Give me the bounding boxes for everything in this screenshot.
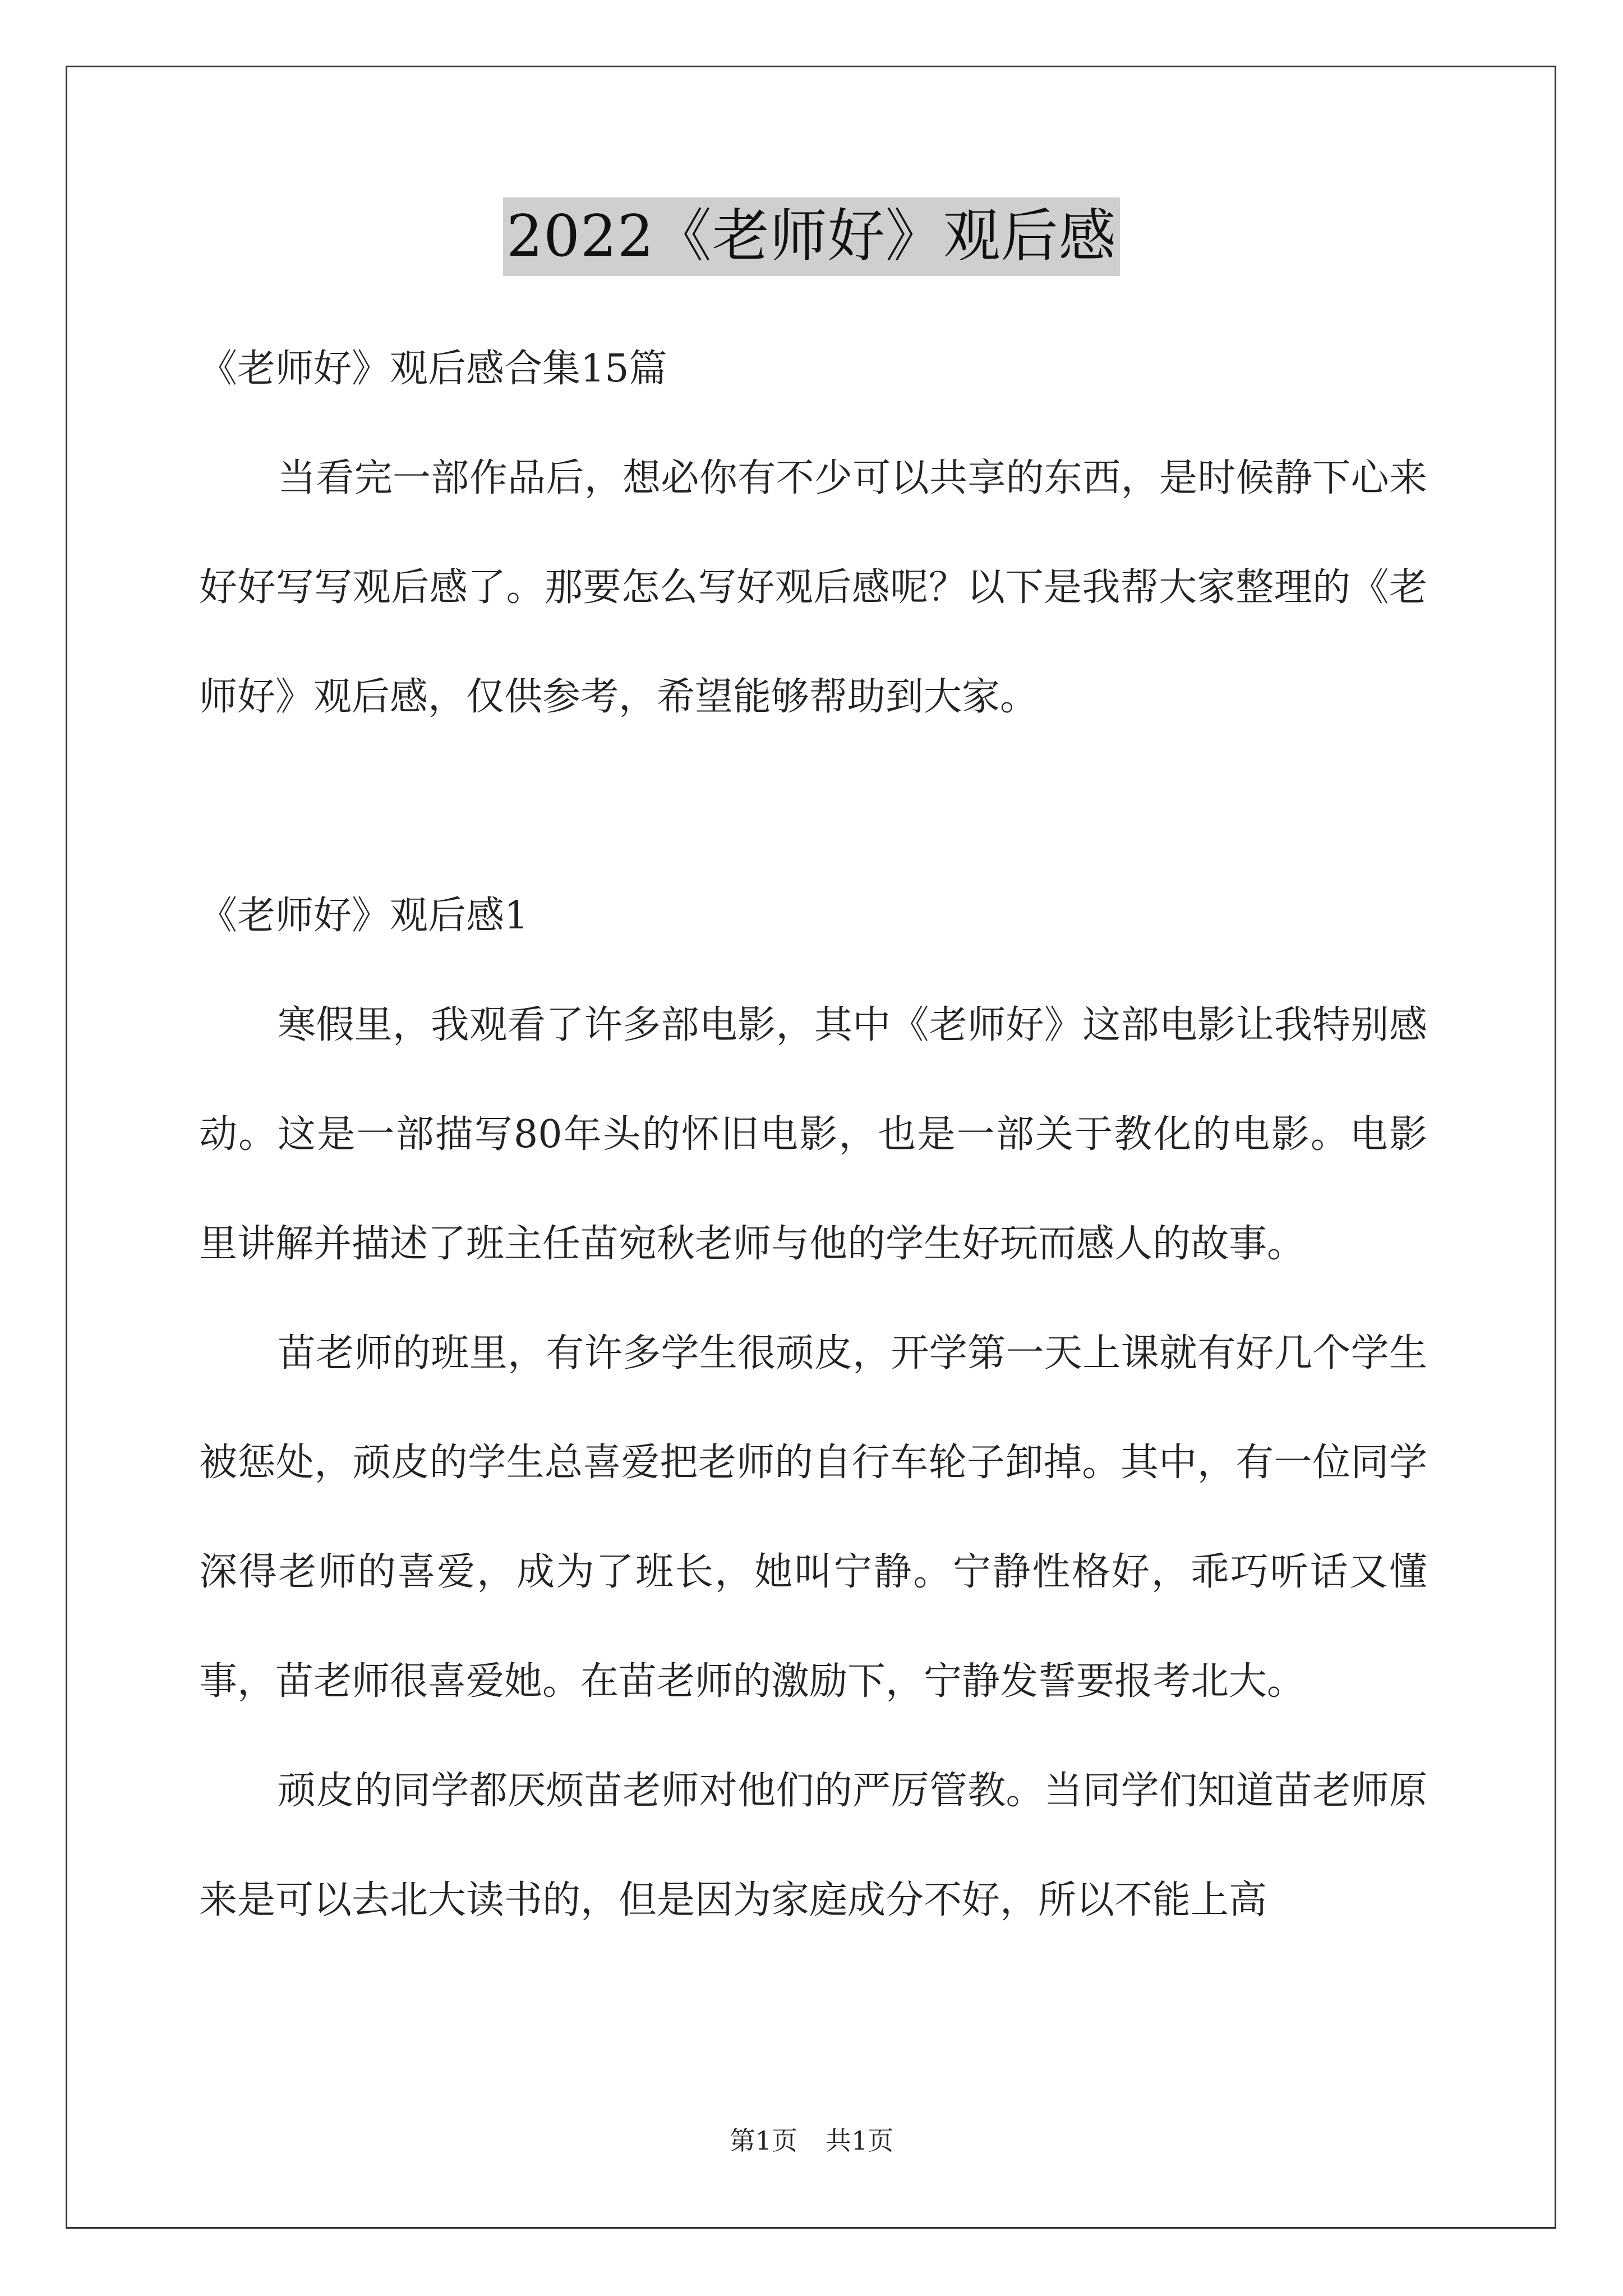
page-number-current: 第1页 [729,2125,797,2156]
body-paragraph-2: 苗老师的班里，有许多学生很顽皮，开学第一天上课就有好几个学生被惩处，顽皮的学生总喜爱把老师的自行车轮子卸掉。其中，有一位同学深得老师的喜爱，成为了班长，她叫宁静。宁静性格好，乖巧听话又懂事，苗老师很喜爱她。在苗老师的激励下，宁静发誓要报考北大。 [199,1331,1427,1704]
document-title: 2022《老师好》观后感 [503,197,1120,276]
section-heading: 《老师好》观后感1 [199,894,529,938]
body-paragraph-3: 顽皮的同学都厌烦苗老师对他们的严厉管教。当同学们知道苗老师原来是可以去北大读书的，但是因为家庭成分不好，所以不能上高 [199,1769,1427,1922]
body-paragraph-1: 寒假里，我观看了许多部电影，其中《老师好》这部电影让我特别感动。这是一部描写80年头的怀旧电影，也是一部关于教化的电影。电影里讲解并描述了班主任苗宛秋老师与他的学生好玩而感人的故事。 [199,1003,1427,1266]
page-footer [0,2124,1623,2157]
page-number-total: 共1页 [826,2125,894,2156]
title-container [0,197,1623,276]
document-subtitle: 《老师好》观后感合集15篇 [199,347,667,391]
document-body [199,314,1427,1955]
intro-paragraph: 当看完一部作品后，想必你有不少可以共享的东西，是时候静下心来好好写写观后感了。那要怎么写好观后感呢？以下是我帮大家整理的《老师好》观后感，仅供参考，希望能够帮助到大家。 [199,456,1427,719]
section-spacer [199,752,1427,861]
